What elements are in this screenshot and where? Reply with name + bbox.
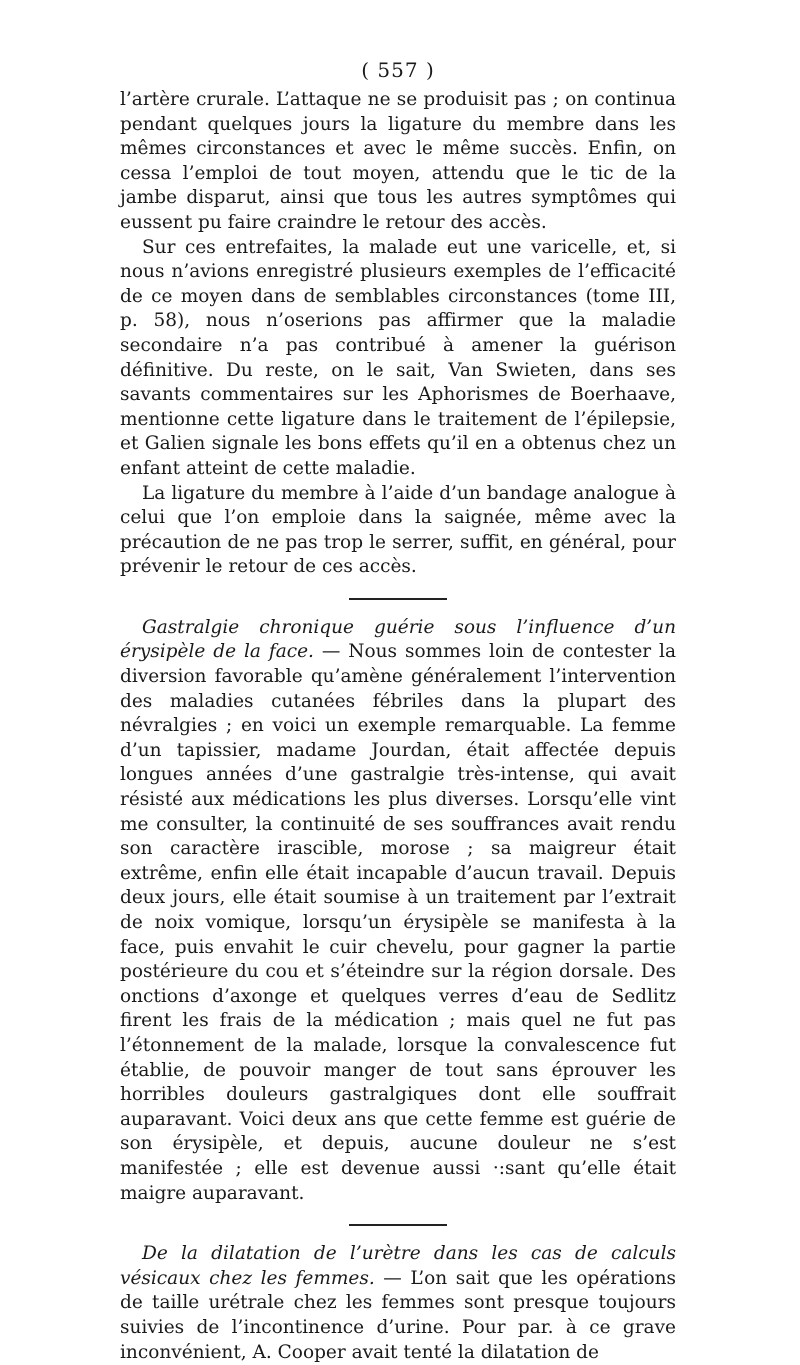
section-gastralgie xyxy=(120,616,676,1206)
book-page xyxy=(120,58,676,1365)
paragraph-continuation: l’artère crurale. L’attaque ne se produisit pas ; on continua pendant quelques jours la ligature du membre dans les mêmes circonstances et avec le même succès. Enfin, on cessa l’emploi de tout moyen, attendu que le tic de la jambe disparut, ainsi que tous les autres symptômes qui eussent pu faire craindre le retour des accès. xyxy=(120,89,676,233)
page-number: ( 557 ) xyxy=(361,58,435,82)
section-body-uretre: L’on sait que les opérations de taille urétrale chez les femmes sont presque toujours suivies de l’incontinence d’urine. Pour par. à ce grave inconvénient, A. Cooper avait tenté la dilatation de xyxy=(120,1267,676,1363)
section-divider xyxy=(349,598,447,600)
section-dash: — xyxy=(313,641,349,663)
section-body-gastralgie: Nous sommes loin de contester la diversion favorable qu’amène généralement l’intervention des maladies cutanées fébriles dans la plupart des névralgies ; en voici un exemple remarquable. La femme d’un tapissier, madame Jourdan, était affectée depuis longues années d’une gastralgie très-intense, qui avait résisté aux médications les plus diverses. Lorsqu’elle vint me consulter, la continuité de ses souffrances avait rendu son caractère irascible, morose ; sa maigreur était extrême, enfin elle était incapable d’aucun travail. Depuis deux jours, elle était soumise à un traitement par l’extrait de noix vomique, lorsqu’un érysipèle se manifesta à la face, puis envahit le cuir chevelu, pour gagner la partie postérieure du cou et s’éteindre sur la région dorsale. Des onctions d’axonge et quelques verres d’eau de Sedlitz firent les frais de la médication ; mais quel ne fut pas l’étonnement de la malade, lorsque la convalescence fut établie, de pouvoir manger de tout sans éprouver les horribles douleurs gastralgiques dont elle souffrait auparavant. Voici deux ans que cette femme est guérie de son érysipèle, et depuis, aucune douleur ne s’est manifestée ; elle est devenue aussi ·:sant qu’elle était maigre auparavant. xyxy=(120,641,676,1204)
section-title-uretre: De la dilatation de l’urètre dans les cas de calculs vésicaux chez les femmes. xyxy=(120,1243,676,1289)
section-title-gastralgie: Gastralgie chronique guérie sous l’influence d’un érysipèle de la face. xyxy=(120,616,676,663)
section-dash: — xyxy=(374,1267,411,1289)
paragraph-varicelle: Sur ces entrefaites, la malade eut une varicelle, et, si nous n’avions enregistré plusieurs exemples de l’efficacité de ce moyen dans de semblables circonstances (tome III, p. 58), nous n’oserions pas affirmer que la maladie secondaire n’a pas contribué à amener la guérison définitive. Du reste, on le sait, Van Swieten, dans ses savants commentaires sur les Aphorismes de Boerhaave, mentionne cette ligature dans le traitement de l’épilepsie, et Galien signale les bons effets qu’il en a obtenus chez un enfant atteint de cette maladie. xyxy=(120,236,676,479)
section-uretre xyxy=(120,1242,676,1365)
paragraph-ligature: La ligature du membre à l’aide d’un bandage analogue à celui que l’on emploie dans la saignée, même avec la précaution de ne pas trop le serrer, suffit, en général, pour prévenir le retour de ces accès. xyxy=(120,482,676,578)
section-divider xyxy=(349,1224,447,1226)
